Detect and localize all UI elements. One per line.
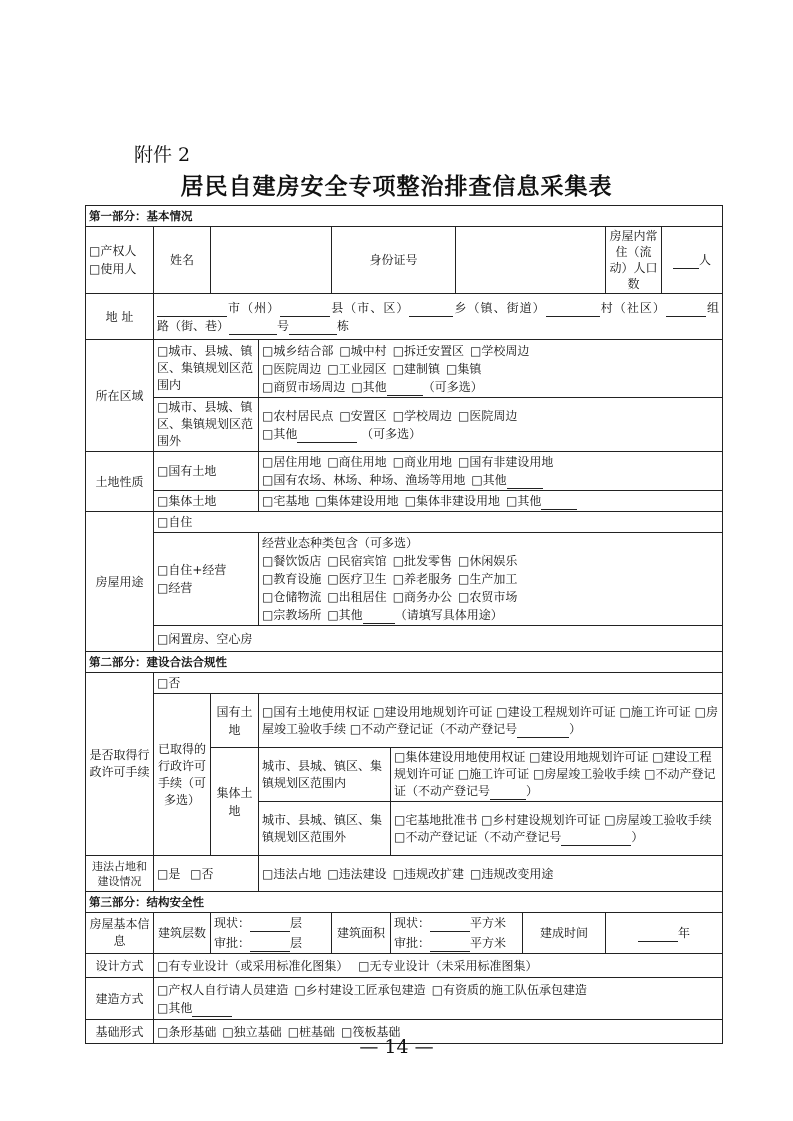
area-label: 建筑面积 — [332, 913, 391, 954]
permit-label: 是否取得行政许可手续 — [86, 673, 154, 856]
owner-type-cell — [86, 227, 154, 294]
resident-count-field[interactable] — [662, 227, 723, 294]
form-title: 居民自建房安全专项整治排查信息采集表 — [180, 173, 613, 200]
state-land-permits[interactable]: □国有土地使用权证 □建设用地规划许可证 □建设工程规划许可证 □施工许可证 □房屋竣工验收手续 □不动产登记证（不动产登记号 ） — [259, 694, 723, 748]
collective-out-label: 城市、县城、镇区、集镇规划区范围外 — [259, 802, 391, 856]
survey-form-table — [85, 205, 723, 1044]
part1-heading: 第一部分：基本情况 — [86, 206, 723, 227]
resident-unit: 人 — [699, 253, 712, 267]
area-current[interactable]: 现状： 平方米 — [391, 913, 523, 934]
illegal-items[interactable]: □违法占地 □违法建设 □违规改扩建 □违规改变用途 — [259, 856, 723, 892]
land-collective-items[interactable]: □宅基地 □集体建设用地 □集体非建设用地 □其他 — [259, 491, 723, 512]
attachment-label: 附件 2 — [134, 144, 191, 166]
name-label: 姓名 — [154, 227, 211, 294]
state-land-label: 国有土地 — [211, 694, 259, 748]
floors-approved[interactable]: 审批： 层 — [211, 933, 332, 954]
design-items[interactable]: □有专业设计（或采用标准化图集） □无专业设计（未采用标准图集） — [154, 954, 723, 978]
use-label: 房屋用途 — [86, 512, 154, 652]
collective-in-permits[interactable]: □集体建设用地使用权证 □建设用地规划许可证 □建设工程规划许可证 □施工许可证 □房屋竣工验收手续 □不动产登记证（不动产登记号 ） — [391, 748, 723, 802]
owner-checkbox[interactable]: □产权人 — [89, 244, 137, 258]
use-mixed-cell — [154, 533, 259, 626]
design-label: 设计方式 — [86, 954, 154, 978]
build-items[interactable]: □产权人自行请人员建造 □乡村建设工匠承包建造 □有资质的施工队伍承包建造 □其他 — [154, 978, 723, 1020]
use-mixed-option[interactable]: □自住+经营 — [157, 563, 227, 577]
user-checkbox[interactable]: □使用人 — [89, 262, 137, 276]
use-idle-option[interactable]: □闲置房、空心房 — [154, 626, 723, 652]
land-collective-option[interactable]: □集体土地 — [154, 491, 259, 512]
land-state-items[interactable]: □居住用地 □商住用地 □商业用地 □国有非建设用地 □国有农场、林场、种场、渔场等用地 □其他 — [259, 452, 723, 491]
address-field[interactable]: 市（州） 县（市、区） 乡（镇、街道） 村（社区） 组 路（街、巷） 号 栋 — [154, 294, 723, 340]
resident-count-label: 房屋内常住（流动）人口数 — [606, 227, 662, 294]
use-business-option[interactable]: □经营 — [157, 581, 193, 595]
illegal-yes-no[interactable]: □是 □否 — [154, 856, 259, 892]
built-year-field[interactable]: 年 — [606, 913, 723, 954]
land-label: 土地性质 — [86, 452, 154, 512]
floors-label: 建筑层数 — [154, 913, 211, 954]
built-year-label: 建成时间 — [523, 913, 606, 954]
permit-obtained-label: 已取得的行政许可手续（可多选） — [154, 694, 211, 856]
use-self-option[interactable]: □自住 — [154, 512, 723, 533]
permit-no-option[interactable]: □否 — [154, 673, 723, 694]
name-field[interactable] — [211, 227, 332, 294]
illegal-label: 违法占地和建设情况 — [86, 856, 154, 892]
area-out-items[interactable]: □农村居民点 □安置区 □学校周边 □医院周边 □其他 （可多选） — [259, 398, 723, 452]
collective-land-label: 集体土地 — [211, 748, 259, 856]
foundation-items[interactable]: □条形基础 □独立基础 □桩基础 □筏板基础 — [154, 1020, 723, 1044]
collective-in-label: 城市、县城、镇区、集镇规划区范围内 — [259, 748, 391, 802]
basic-info-label: 房屋基本信息 — [86, 913, 154, 954]
land-state-option[interactable]: □国有土地 — [154, 452, 259, 491]
address-label: 地 址 — [86, 294, 154, 340]
area-label: 所在区域 — [86, 340, 154, 452]
part2-heading: 第二部分：建设合法合规性 — [86, 652, 723, 673]
area-in-option[interactable]: □城市、县城、镇区、集镇规划区范围内 — [154, 340, 259, 398]
part3-heading: 第三部分：结构安全性 — [86, 892, 723, 913]
build-label: 建造方式 — [86, 978, 154, 1020]
area-out-option[interactable]: □城市、县城、镇区、集镇规划区范围外 — [154, 398, 259, 452]
business-types[interactable]: 经营业态种类包含（可多选） □餐饮饭店 □民宿宾馆 □批发零售 □休闲娱乐 □教育设施 □医疗卫生 □养老服务 □生产加工 □仓储物流 □出租居住 □商务办公 □农贸市场 □宗教场所 □其他 （请填写具体用途） — [259, 533, 723, 626]
id-number-field[interactable] — [456, 227, 606, 294]
collective-out-permits[interactable]: □宅基地批准书 □乡村建设规划许可证 □房屋竣工验收手续 □不动产登记证（不动产登记号 ） — [391, 802, 723, 856]
area-in-items[interactable]: □城乡结合部 □城中村 □拆迁安置区 □学校周边 □医院周边 □工业园区 □建制镇 □集镇 □商贸市场周边 □其他 （可多选） — [259, 340, 723, 398]
foundation-label: 基础形式 — [86, 1020, 154, 1044]
id-number-label: 身份证号 — [332, 227, 456, 294]
area-approved[interactable]: 审批： 平方米 — [391, 933, 523, 954]
page-number: — 14 — — [359, 1036, 434, 1058]
floors-current[interactable]: 现状： 层 — [211, 913, 332, 934]
